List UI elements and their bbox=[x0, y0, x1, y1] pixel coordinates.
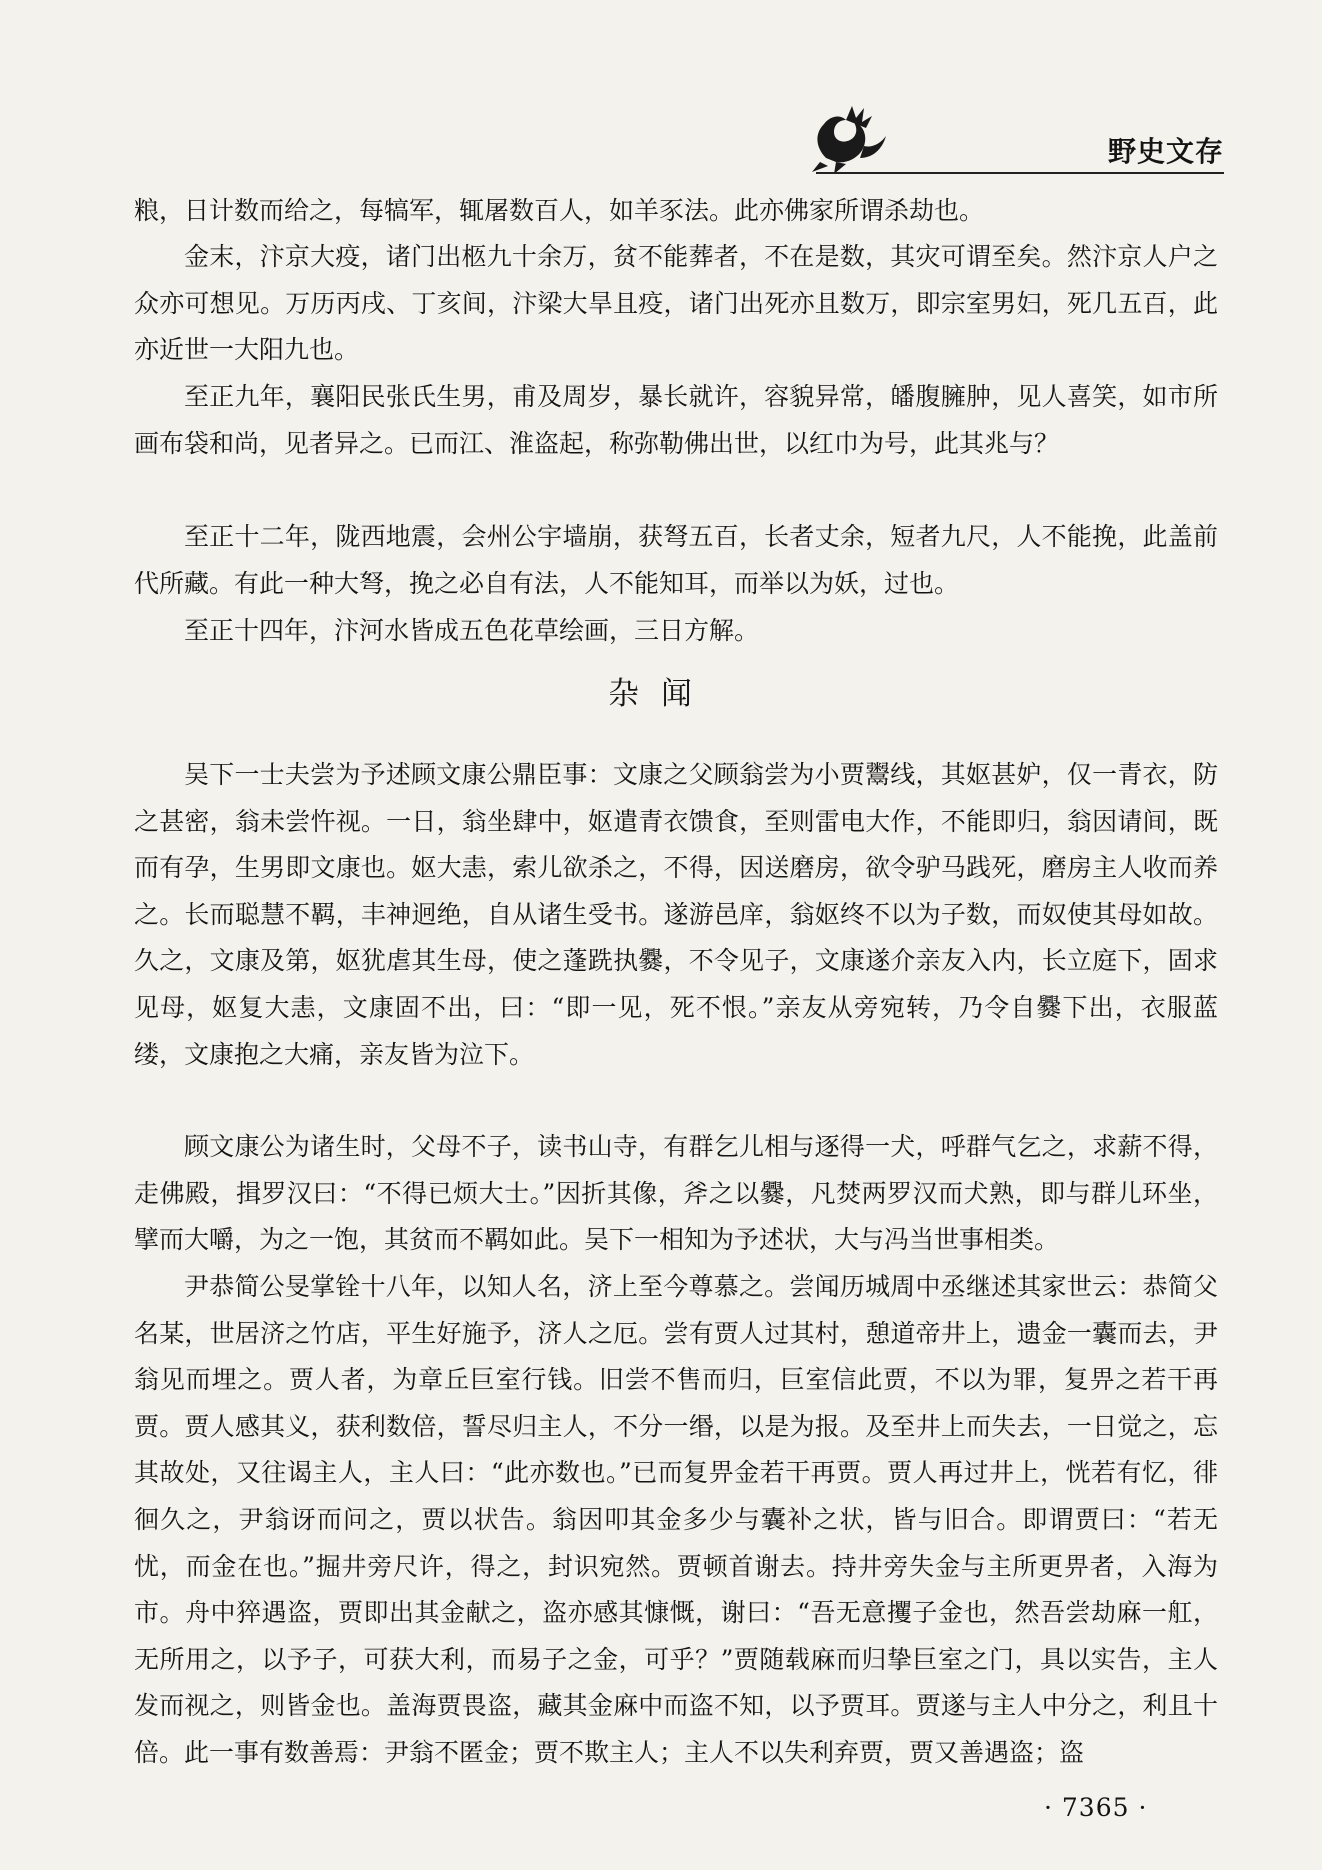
series-title: 野史文存 bbox=[1107, 135, 1224, 168]
paragraph-1: 粮，日计数而给之，每犒军，辄屠数百人，如羊豕法。此亦佛家所谓杀劫也。 bbox=[134, 196, 985, 225]
paragraph-5: 至正十四年，汴河水皆成五色花草绘画，三日方解。 bbox=[184, 616, 760, 645]
dragon-emblem-icon bbox=[806, 96, 892, 176]
page-number: · 7365 · bbox=[1044, 1793, 1148, 1822]
paragraph-4: 至正十二年，陇西地震，会州公宇墙崩，获弩五百，长者丈余，短者九尺，人不能挽，此盖前代所藏。有此一种大弩，挽之必自有法，人不能知耳，而举以为妖，过也。 bbox=[134, 522, 1218, 598]
section-title: 杂闻 bbox=[608, 676, 714, 712]
paragraph-7: 顾文康公为诸生时，父母不子，读书山寺，有群乞儿相与逐得一犬，呼群气乞之，求薪不得，走佛殿，揖罗汉曰：“不得已烦大士。”因折其像，斧之以爨，凡焚两罗汉而犬熟，即与群儿环坐，擘而大嚼，为之一饱，其贫而不羁如此。吴下一相知为予述状，大与冯当世事相类。 bbox=[134, 1132, 1218, 1255]
header-rule bbox=[816, 172, 1224, 174]
paragraph-3: 至正九年，襄阳民张氏生男，甫及周岁，暴长就许，容貌异常，皤腹臃肿，见人喜笑，如市所画布袋和尚，见者异之。已而江、淮盗起，称弥勒佛出世，以红巾为号，此其兆与？ bbox=[134, 382, 1218, 458]
paragraph-6: 吴下一士夫尝为予述顾文康公鼎臣事：文康之父顾翁尝为小贾鬻线，其妪甚妒，仅一青衣，防之甚密，翁未尝忤视。一日，翁坐肆中，妪遣青衣馈食，至则雷电大作，不能即归，翁因请间，既而有孕，生男即文康也。妪大恚，索儿欲杀之，不得，因送磨房，欲令驴马践死，磨房主人收而养之。长而聪慧不羁，丰神迥绝，自从诸生受书。遂游邑庠，翁妪终不以为子数，而奴使其母如故。久之，文康及第，妪犹虐其生母，使之蓬跣执爨，不令见子，文康遂介亲友入内，长立庭下，固求见母，妪复大恚，文康固不出，曰：“即一见，死不恨。”亲友从旁宛转，乃令自爨下出，衣服蓝缕，文康抱之大痛，亲友皆为泣下。 bbox=[134, 760, 1218, 1069]
paragraph-8: 尹恭简公旻掌铨十八年，以知人名，济上至今尊慕之。尝闻历城周中丞继述其家世云：恭简父名某，世居济之竹店，平生好施予，济人之厄。尝有贾人过其村，憩道帝井上，遗金一囊而去，尹翁见而埋之。贾人者，为章丘巨室行钱。旧尝不售而归，巨室信此贾，不以为罪，复畀之若干再贾。贾人感其义，获利数倍，誓尽归主人，不分一缗，以是为报。及至井上而失去，一日觉之，忘其故处，又往谒主人，主人曰：“此亦数也。”已而复畀金若干再贾。贾人再过井上，恍若有忆，徘徊久之，尹翁讶而问之，贾以状告。翁因叩其金多少与囊补之状，皆与旧合。即谓贾曰：“若无忧，而金在也。”掘井旁尺许，得之，封识宛然。贾顿首谢去。持井旁失金与主所更畀者，入海为市。舟中猝遇盗，贾即出其金献之，盗亦感其慷慨，谢曰：“吾无意攫子金也，然吾尝劫麻一舡，无所用之，以予子，可获大利，而易子之金，可乎？”贾随载麻而归挚巨室之门，具以实告，主人发而视之，则皆金也。盖海贾畏盗，藏其金麻中而盗不知，以予贾耳。贾遂与主人中分之，利且十倍。此一事有数善焉：尹翁不匿金；贾不欺主人；主人不以失利弃贾，贾又善遇盗；盗 bbox=[134, 1272, 1218, 1767]
paragraph-2: 金末，汴京大疫，诸门出柩九十余万，贫不能葬者，不在是数，其灾可谓至矣。然汴京人户之众亦可想见。万历丙戌、丁亥间，汴梁大旱且疫，诸门出死亦且数万，即宗室男妇，死几五百，此亦近世一大阳九也。 bbox=[134, 242, 1218, 365]
